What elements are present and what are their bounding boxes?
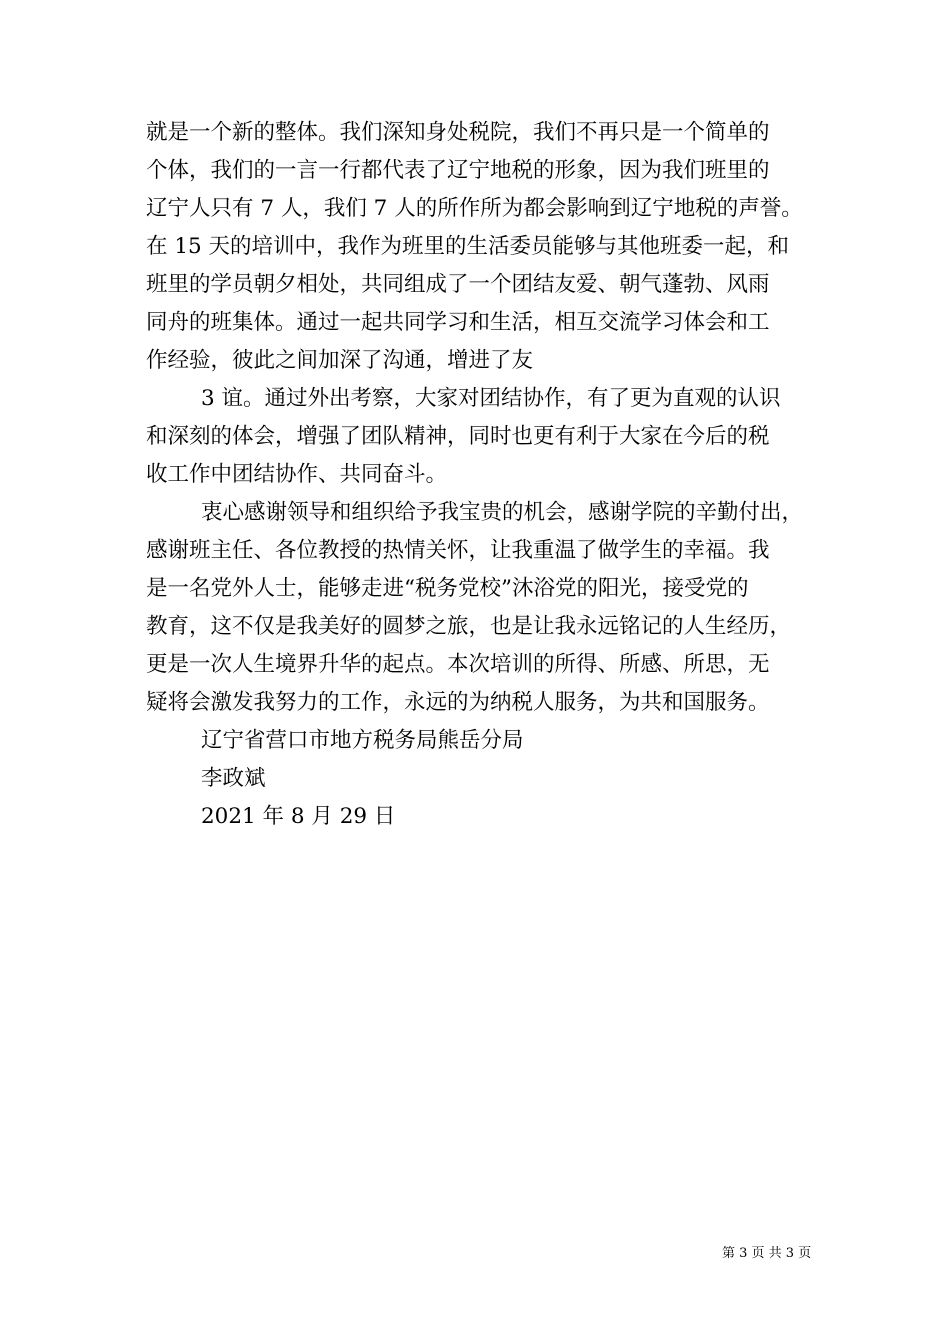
- signature-organization: 辽宁省营口市地方税务局熊岳分局: [201, 728, 524, 753]
- body-line-3: 辽宁人只有 7 人，我们 7 人的所作所为都会影响到辽宁地税的声誉。: [146, 196, 803, 221]
- body-line-14: 教育，这不仅是我美好的圆梦之旅，也是让我永远铭记的人生经历，: [146, 614, 792, 639]
- body-line-10: 收工作中团结协作、共同奋斗。: [146, 462, 448, 487]
- body-line-9: 和深刻的体会，增强了团队精神，同时也更有利于大家在今后的税: [146, 424, 770, 449]
- body-line-8: 3 谊。通过外出考察，大家对团结协作，有了更为直观的认识: [201, 386, 781, 411]
- body-line-6: 同舟的班集体。通过一起共同学习和生活，相互交流学习体会和工: [146, 310, 770, 335]
- body-line-12: 感谢班主任、各位教授的热情关怀，让我重温了做学生的幸福。我: [146, 538, 770, 563]
- signature-date: 2021 年 8 月 29 日: [201, 804, 396, 829]
- body-line-2: 个体，我们的一言一行都代表了辽宁地税的形象，因为我们班里的: [146, 158, 770, 183]
- body-line-7: 作经验，彼此之间加深了沟通，增进了友: [146, 348, 534, 373]
- signature-name: 李政斌: [201, 766, 266, 791]
- body-line-4: 在 15 天的培训中，我作为班里的生活委员能够与其他班委一起，和: [146, 234, 790, 259]
- body-line-5: 班里的学员朝夕相处，共同组成了一个团结友爱、朝气蓬勃、风雨: [146, 272, 770, 297]
- body-line-16: 疑将会激发我努力的工作，永远的为纳税人服务，为共和国服务。: [146, 690, 770, 715]
- page-number-footer: 第 3 页 共 3 页: [722, 1246, 812, 1261]
- body-line-13: 是一名党外人士，能够走进“税务党校”沐浴党的阳光，接受党的: [146, 576, 749, 601]
- body-line-15: 更是一次人生境界升华的起点。本次培训的所得、所感、所思，无: [146, 652, 770, 677]
- body-line-11: 衷心感谢领导和组织给予我宝贵的机会，感谢学院的辛勤付出，: [201, 500, 804, 525]
- body-line-1: 就是一个新的整体。我们深知身处税院，我们不再只是一个简单的: [146, 120, 770, 145]
